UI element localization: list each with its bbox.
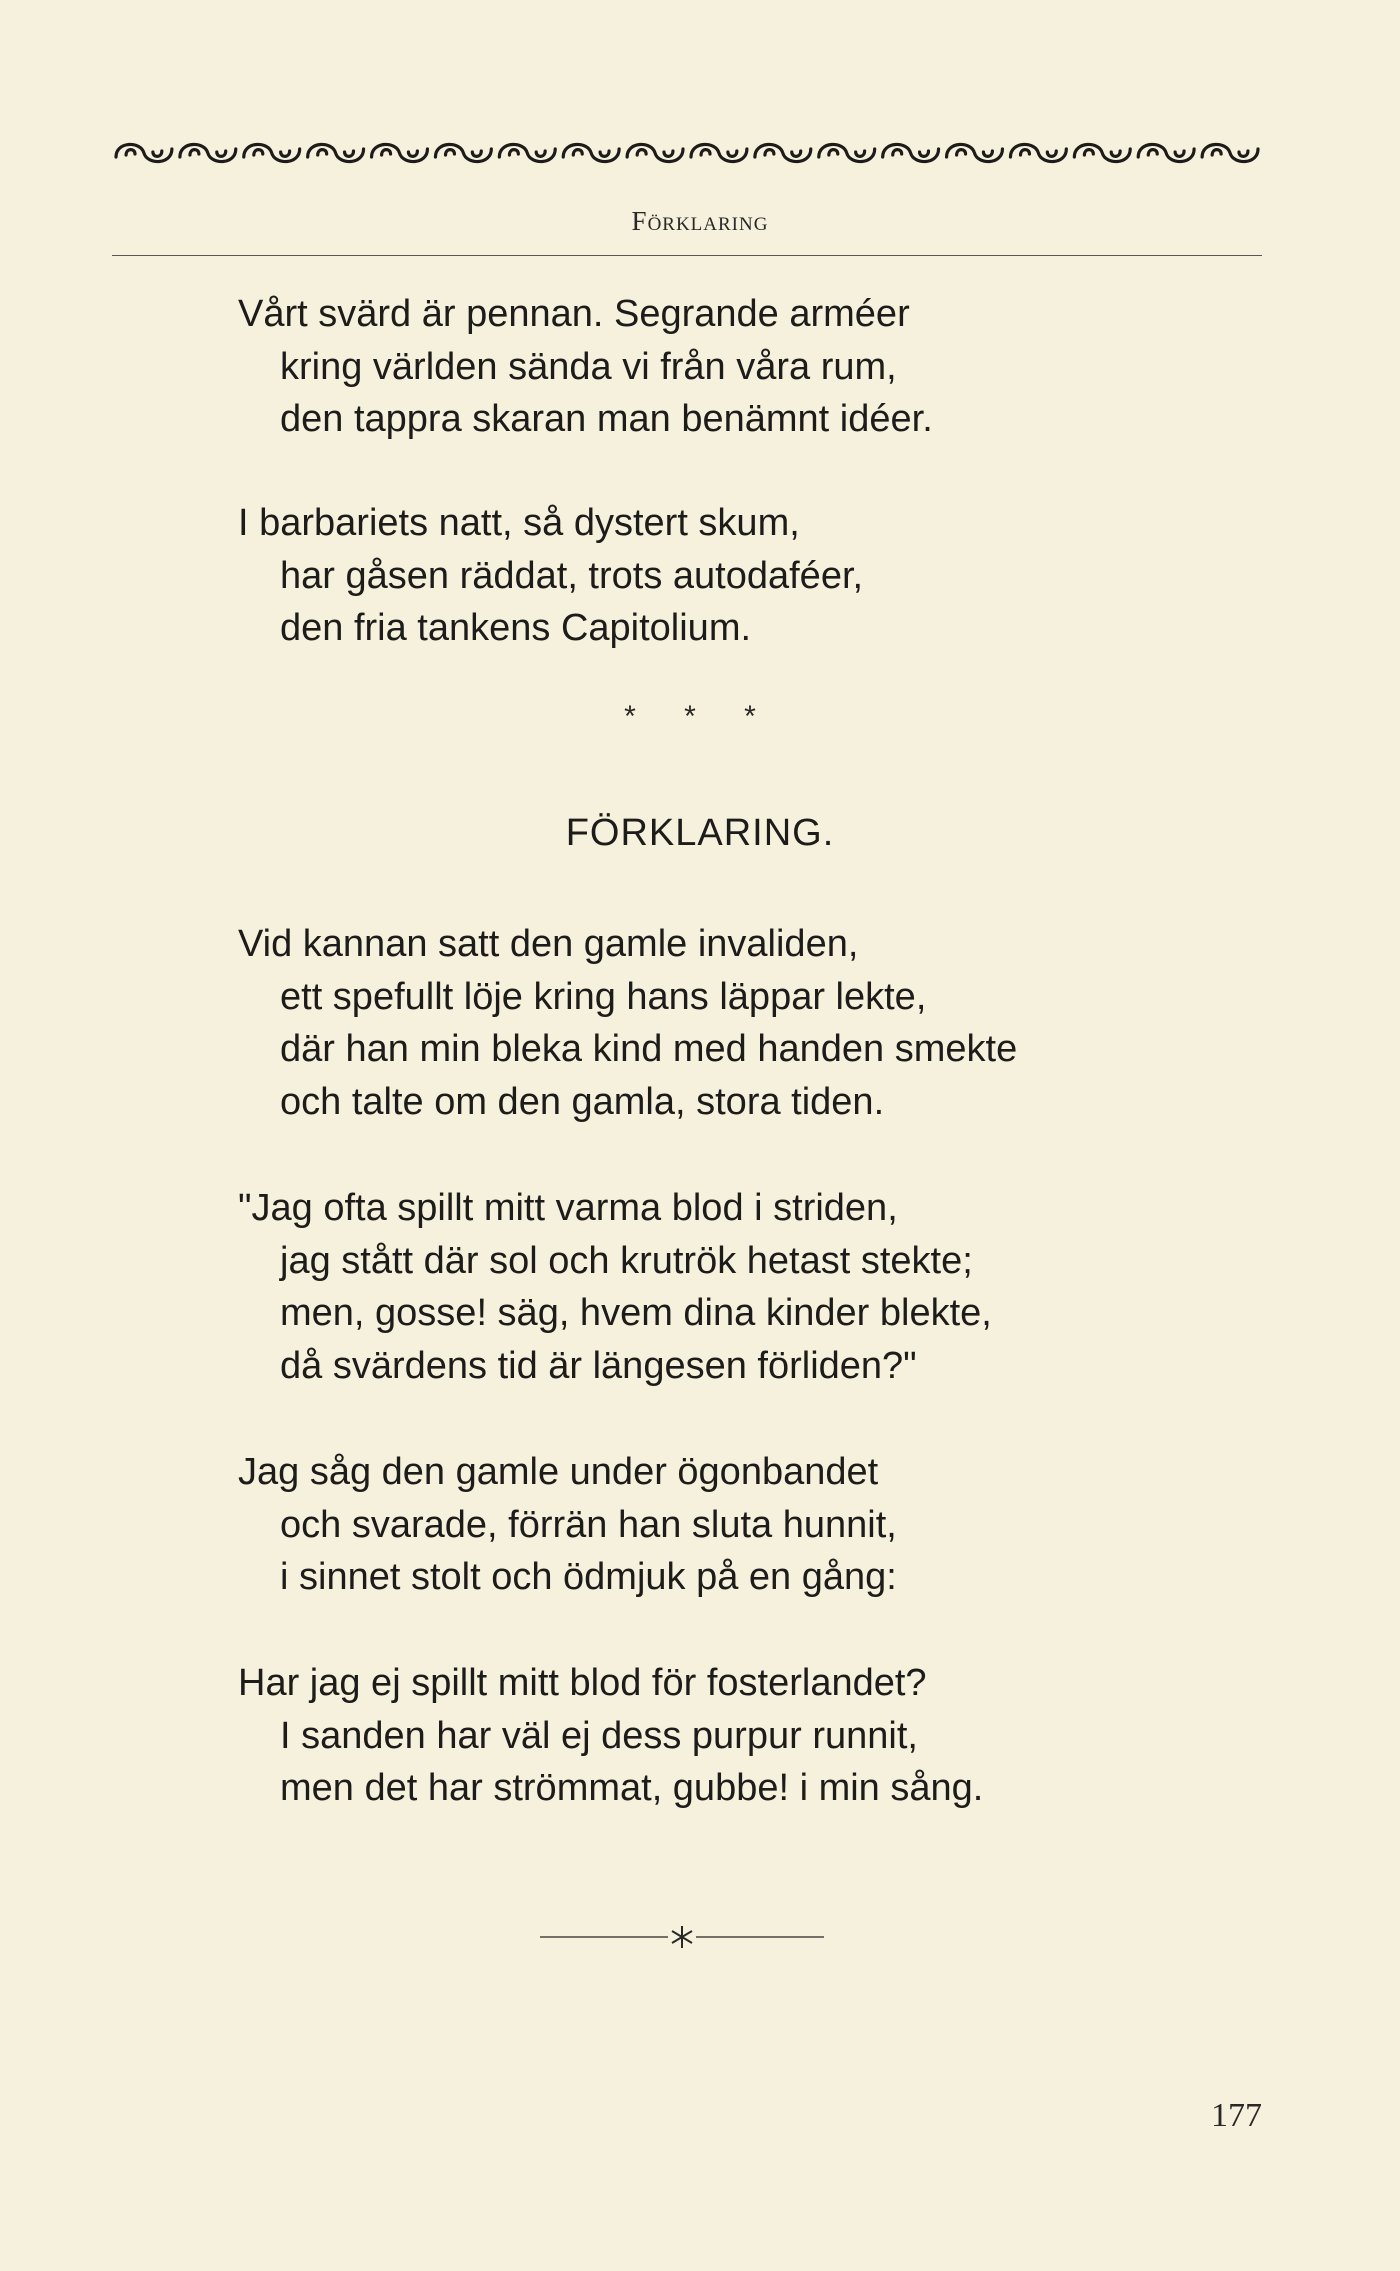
asterisk-rule-icon <box>540 1922 824 1952</box>
verse-line: I sanden har väl ej dess purpur runnit, <box>280 1714 918 1757</box>
stanza-poem-4 <box>238 1657 983 1815</box>
running-head: Förklaring <box>631 206 769 236</box>
page-number: 177 <box>1211 2097 1262 2134</box>
verse-line: I barbariets natt, så dystert skum, <box>238 502 800 544</box>
verse-line: Vid kannan satt den gamle invaliden, <box>238 923 859 965</box>
stanza-poem-1 <box>238 918 1017 1128</box>
stanza-poem-3 <box>238 1446 897 1604</box>
verse-line: i sinnet stolt och ödmjuk på en gång: <box>280 1556 897 1598</box>
verse-line: har gåsen räddat, trots autodaféer, <box>280 554 864 597</box>
stanza-epigraph-2 <box>238 497 863 655</box>
verse-line: och svarade, förrän han sluta hunnit, <box>280 1503 897 1546</box>
verse-line: "Jag ofta spillt mitt varma blod i striden, <box>238 1187 898 1229</box>
verse-line: Vårt svärd är pennan. Segrande arméer <box>238 293 910 335</box>
verse-line: den tappra skaran man benämnt idéer. <box>280 398 933 440</box>
verse-line: och talte om den gamla, stora tiden. <box>280 1080 885 1123</box>
poem-title: FÖRKLARING. <box>565 812 835 854</box>
verse-line: då svärdens tid är längesen förliden?" <box>280 1344 917 1387</box>
verse-line: Har jag ej spillt mitt blod för fosterlandet? <box>238 1662 927 1704</box>
verse-line: där han min bleka kind med handen smekte <box>280 1028 1018 1070</box>
verse-line: Jag såg den gamle under ögonbandet <box>238 1451 879 1493</box>
wave-scroll-ornament-icon <box>112 135 1262 171</box>
verse-line: jag stått där sol och krutrök hetast stekte; <box>280 1239 973 1282</box>
section-separator: * * * <box>624 700 776 733</box>
stanza-epigraph-1 <box>238 288 933 446</box>
verse-line: ett spefullt löje kring hans läppar lekte, <box>280 975 927 1018</box>
verse-line: men det har strömmat, gubbe! i min sång. <box>280 1767 984 1809</box>
verse-line: den fria tankens Capitolium. <box>280 607 752 649</box>
header-rule <box>112 255 1262 256</box>
verse-line: men, gosse! säg, hvem dina kinder blekte, <box>280 1292 992 1334</box>
stanza-poem-2 <box>238 1182 992 1392</box>
verse-line: kring världen sända vi från våra rum, <box>280 345 897 388</box>
